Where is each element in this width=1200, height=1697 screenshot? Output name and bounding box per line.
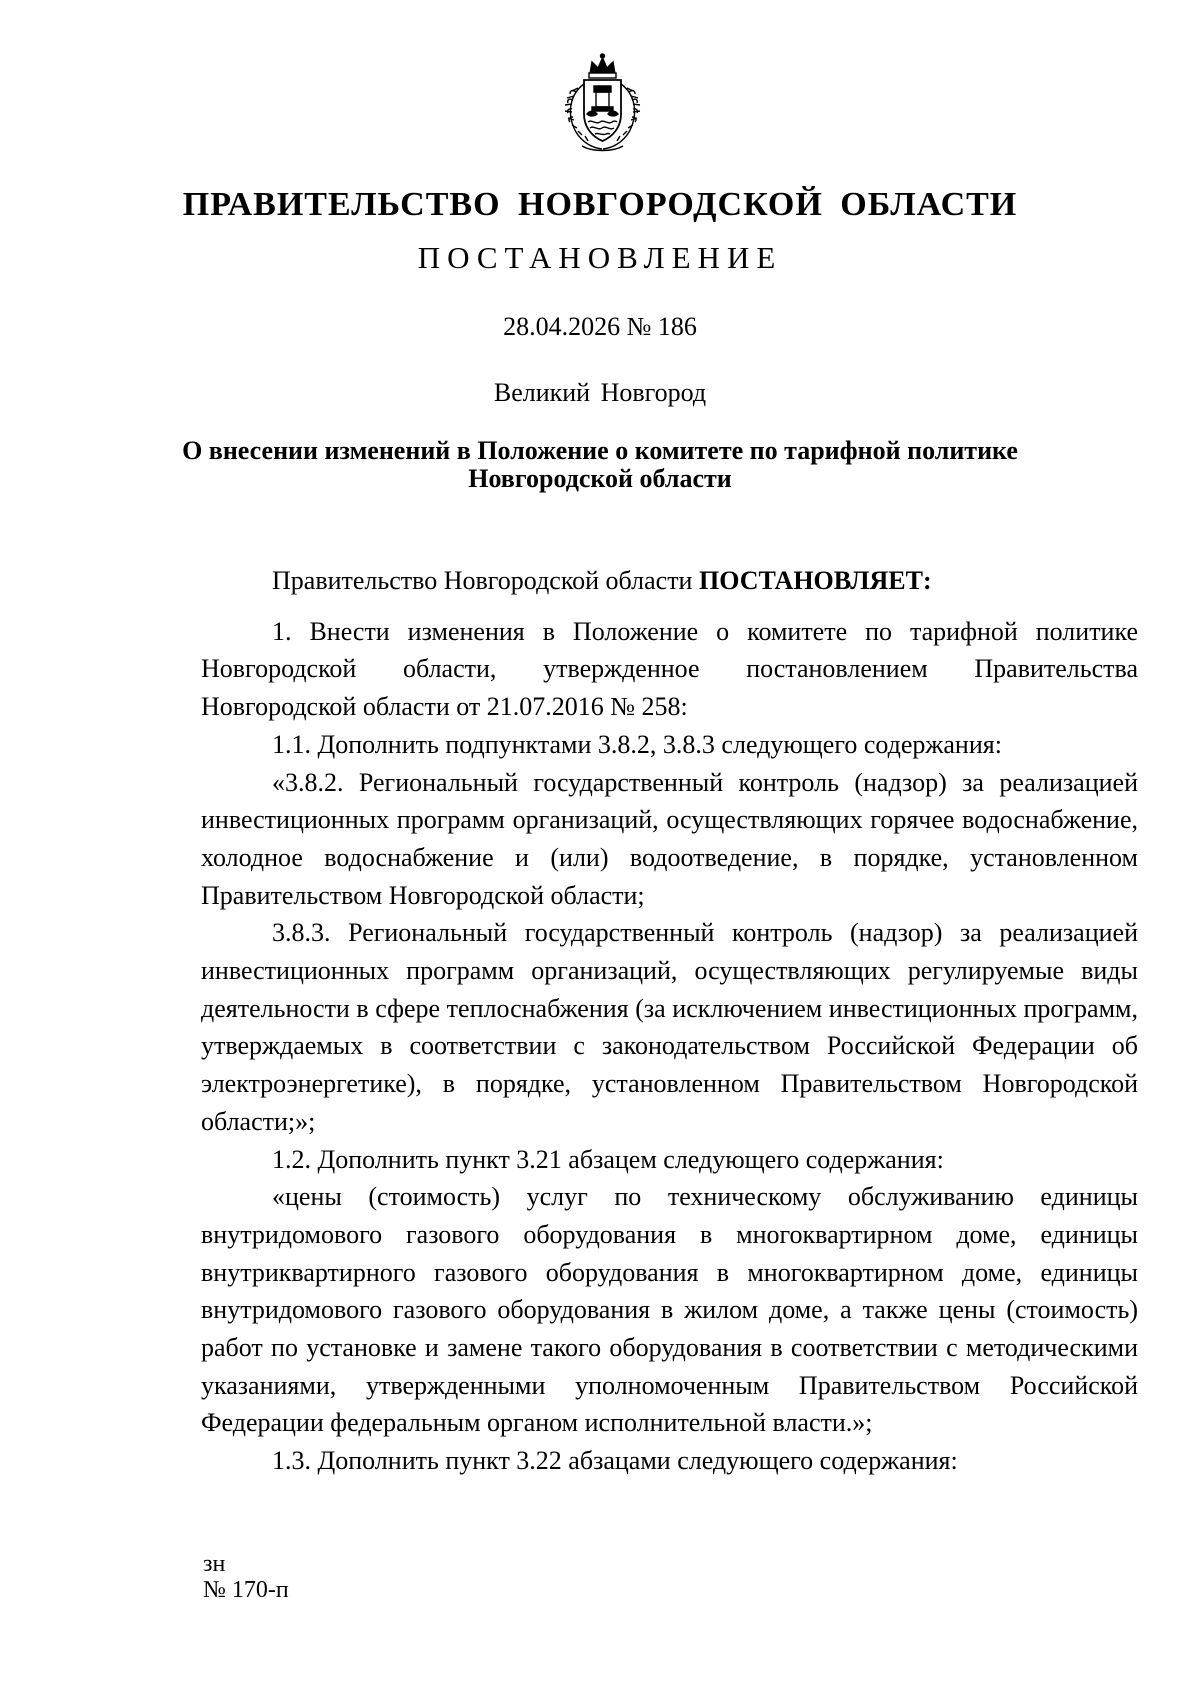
body-paragraph: «3.8.2. Региональный государственный контроль (надзор) за реализацией инвестиционных программ организаций, осуществляющих горячее водоснабжение, холодное водоснабжение и (или) водоотведение, в порядке, установленном Правительством Новгородской области;: [201, 767, 1138, 910]
intro-paragraph: [201, 562, 1138, 600]
novgorod-coat-of-arms-icon: [554, 52, 651, 154]
document-type: ПОСТАНОВЛЕНИЕ: [417, 240, 783, 275]
intro-text: Правительство Новгородской области: [272, 566, 699, 595]
body-paragraph: 1.2. Дополнить пункт 3.21 абзацем следующего содержания:: [272, 1144, 944, 1174]
footer-reference: № 170-п: [203, 1577, 289, 1603]
document-body: [201, 562, 1138, 1480]
document-city: Великий Новгород: [493, 378, 707, 407]
body-paragraph: 1.3. Дополнить пункт 3.22 абзацами следующего содержания:: [272, 1446, 958, 1476]
subject-line: О внесении изменений в Положение о комитете по тарифной политике: [182, 436, 1018, 465]
body-paragraph: «цены (стоимость) услуг по техническому обслуживанию единицы внутридомового газового оборудования в многоквартирном доме, единицы внутриквартирного газового оборудования в многоквартирном доме, единицы внутридомового газового оборудования в жилом доме, а также цены (стоимость) работ по установке и замене такого оборудования в соответствии с методическими указаниями, утвержденными уполномоченным Правительством Российской Федерации федеральным органом исполнительной власти.»;: [201, 1182, 1138, 1438]
intro-decree-word: ПОСТАНОВЛЯЕТ:: [698, 566, 932, 595]
footer-initials: зн: [203, 1551, 226, 1577]
document-footer: [203, 1551, 289, 1603]
body-paragraph: 1.1. Дополнить подпунктами 3.8.2, 3.8.3 следующего содержания:: [272, 729, 1002, 759]
document-date-number: 28.04.2026 № 186: [503, 312, 697, 341]
subject-line: Новгородской области: [468, 464, 732, 493]
document-subject: [150, 437, 1050, 493]
government-name: ПРАВИТЕЛЬСТВО НОВГОРОДСКОЙ ОБЛАСТИ: [182, 186, 1018, 223]
body-paragraph: 1. Внести изменения в Положение о комитете по тарифной политике Новгородской области, утвержденное постановлением Правительства Новгородской области от 21.07.2016 № 258:: [201, 616, 1138, 722]
body-paragraph: 3.8.3. Региональный государственный контроль (надзор) за реализацией инвестиционных программ организаций, осуществляющих регулируемые виды деятельности в сфере теплоснабжения (за исключением инвестиционных программ, утверждаемых в соответствии с законодательством Российской Федерации об электроэнергетике), в порядке, установленном Правительством Новгородской области;»;: [201, 918, 1138, 1136]
